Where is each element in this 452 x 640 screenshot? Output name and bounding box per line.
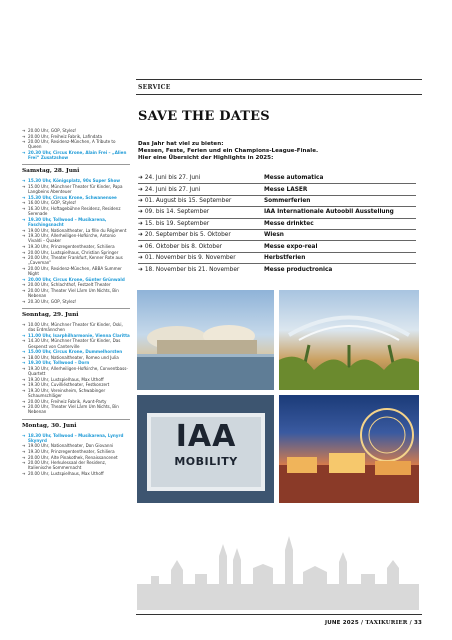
- arrow-icon: ➜: [22, 133, 26, 139]
- arrow-icon: ➜: [138, 232, 143, 239]
- event-text: 19.00 Uhr, Nationaltheater, Don Giovanni: [28, 443, 114, 449]
- event-text: 19.30 Uhr, Vereinsheim, Schwabinger Schaumschläger: [28, 387, 106, 399]
- event-entry: [22, 266, 130, 276]
- day-divider: [22, 419, 130, 420]
- arrow-icon: ➜: [22, 404, 26, 410]
- event-text: 20.00 Uhr, Residenz-München, A Tribute to Queen: [28, 139, 116, 150]
- event-name: Messe automatica: [264, 175, 324, 182]
- arrow-icon: ➜: [22, 183, 26, 189]
- event-entry: [22, 399, 130, 404]
- arrow-icon: ➜: [22, 128, 26, 133]
- date-range: 01. November bis 9. November: [144, 254, 236, 261]
- arrow-icon: ➜: [22, 360, 26, 366]
- event-text: 19.30 Uhr, Prinzregententheater, Schiliera: [28, 449, 115, 455]
- arrow-icon: ➜: [22, 287, 26, 293]
- arrow-icon: ➜: [22, 233, 26, 239]
- arrow-icon: ➜: [22, 298, 26, 304]
- event-text: 19.30 Uhr, Cuvilliéstheater, Festkonzert: [28, 382, 110, 388]
- event-text: 18.30 Uhr, Tollwood – Musikarena, Lynyrd Skynyrd: [28, 432, 124, 443]
- event-entry: [22, 366, 130, 376]
- footer-rule: [136, 614, 422, 615]
- event-text: 20.00 Uhr, Residenz-München, ABBA Summer Night: [28, 265, 122, 277]
- event-text: 20.00 Uhr, GOP, Stylez!: [28, 128, 77, 133]
- arrow-icon: ➜: [22, 398, 26, 404]
- date-cell: [138, 244, 264, 250]
- event-entry: [22, 250, 130, 255]
- event-text: 20.00 Uhr, Lustspielhaus, Christian Springer: [28, 249, 119, 255]
- page-footer: [325, 620, 422, 626]
- arrow-icon: ➜: [22, 265, 26, 271]
- event-name: Messe LASER: [264, 186, 308, 193]
- arrow-icon: ➜: [138, 254, 143, 261]
- arrow-icon: ➜: [22, 227, 26, 233]
- date-range: 18. November bis 21. November: [144, 266, 240, 273]
- event-text: 20.00 Uhr, Alte Pinakothek, Renaissancenet: [28, 454, 118, 460]
- event-entry: [22, 377, 130, 382]
- date-range: 20. September bis 5. Oktober: [144, 232, 231, 239]
- arrow-icon: ➜: [22, 243, 26, 249]
- event-entry: [22, 128, 130, 133]
- highlight-event-entry: [22, 349, 130, 354]
- arrow-icon: ➜: [22, 139, 26, 145]
- highlight-event-entry: [22, 433, 130, 443]
- highlight-event-entry: [22, 178, 130, 183]
- arrow-icon: ➜: [22, 443, 26, 449]
- event-entry: [22, 288, 130, 298]
- iaa-logo-sub: MOBILITY: [174, 455, 238, 468]
- event-name: Herbstferien: [264, 254, 306, 261]
- arrow-icon: ➜: [22, 349, 26, 355]
- arrow-icon: ➜: [22, 282, 26, 288]
- highlight-event-entry: [22, 360, 130, 365]
- museum-photo: [137, 290, 274, 390]
- date-cell: [138, 209, 264, 215]
- city-skyline-illustration: [137, 520, 419, 610]
- event-text: 19.00 Uhr, Nationaltheater, La fille du Régiment: [28, 227, 127, 233]
- day-divider: [22, 164, 130, 165]
- event-text: 20.30 Uhr, Circus Krone, Alain Frei – „Alien Frei“ Zusatzshow: [28, 149, 127, 161]
- event-name: Messe expo-real: [264, 243, 318, 250]
- event-text: 19.30 Uhr, Allerheiligen-Hofkirche, Conventbass-Quartett: [28, 365, 128, 377]
- highlight-event-entry: [22, 333, 130, 338]
- event-name: IAA Internationale Autoobil Ausstellung: [264, 209, 394, 216]
- date-range: 24. Juni bis 27. Juni: [144, 175, 201, 182]
- event-entry: [22, 184, 130, 194]
- date-cell: [138, 175, 264, 181]
- date-row: [138, 253, 416, 264]
- date-row: [138, 219, 416, 230]
- iaa-mobility-photo: [137, 395, 274, 503]
- date-row: [138, 264, 416, 275]
- event-text: 10.00 Uhr, Münchner Theater für Kinder, Oski, das Erdmännchen: [28, 321, 123, 333]
- dates-table: [138, 173, 416, 276]
- arrow-icon: ➜: [22, 194, 26, 200]
- event-entry: [22, 322, 130, 332]
- arrow-icon: ➜: [22, 471, 26, 477]
- arrow-icon: ➜: [138, 220, 143, 227]
- date-range: 24. Juni bis 27. Juni: [144, 186, 201, 193]
- arrow-icon: ➜: [22, 178, 26, 184]
- arrow-icon: ➜: [138, 197, 143, 204]
- event-entry: [22, 244, 130, 249]
- intro-line: Das Jahr hat viel zu bieten:: [138, 141, 224, 147]
- event-entry: [22, 449, 130, 454]
- event-text: 20.00 Uhr, Freiheiz Fabrik, Lafindata: [28, 133, 102, 139]
- arrow-icon: ➜: [22, 276, 26, 282]
- event-text: 11.00 Uhr, Isarphilharmonie, Vienna Claritta: [28, 332, 130, 338]
- event-text: 15.00 Uhr, Circus Krone, Dummelhorsten: [28, 349, 123, 355]
- intro-line: Hier eine Übersicht der Highlights in 2025:: [138, 155, 274, 162]
- date-range: 09. bis 14. September: [144, 209, 210, 216]
- arrow-icon: ➜: [22, 365, 26, 371]
- date-cell: [138, 267, 264, 273]
- event-text: 19.30 Uhr, Tollwood – Dorn: [28, 360, 90, 366]
- highlight-event-entry: [22, 277, 130, 282]
- oktoberfest-photo: [279, 395, 419, 503]
- event-entry: [22, 443, 130, 448]
- page-title: SAVE THE DATES: [138, 109, 270, 124]
- event-entry: [22, 228, 130, 233]
- date-cell: [138, 221, 264, 227]
- arrow-icon: ➜: [138, 243, 143, 250]
- footer-magazine: TAXIKURIER: [365, 620, 408, 626]
- date-row: [138, 230, 416, 241]
- event-text: 20.00 Uhr, Schlachthof, Festzelt Theater: [28, 282, 111, 288]
- date-row: [138, 196, 416, 207]
- arrow-icon: ➜: [22, 255, 26, 261]
- arrow-icon: ➜: [22, 149, 26, 155]
- arrow-icon: ➜: [22, 321, 26, 327]
- event-entry: [22, 388, 130, 398]
- event-text: 19.30 Uhr, Prinzregententheater, Schiliera: [28, 243, 115, 249]
- event-name: Sommerferien: [264, 197, 311, 204]
- event-text: 16.00 Uhr, GOP, Stylez!: [28, 200, 77, 206]
- date-cell: [138, 198, 264, 204]
- arrow-icon: ➜: [22, 432, 26, 438]
- event-entry: [22, 299, 130, 304]
- date-row: [138, 207, 416, 218]
- date-row: [138, 173, 416, 184]
- arrow-icon: ➜: [22, 454, 26, 460]
- event-text: 15.00 Uhr, Münchner Theater für Kinder, Papa Langbeins Abenteuer: [28, 183, 123, 195]
- date-row: [138, 184, 416, 195]
- event-text: 20.00 Uhr, Theater Viel Lärm Um Nichts, Bin Nebenan: [28, 287, 119, 299]
- event-entry: [22, 471, 130, 476]
- arrow-icon: ➜: [22, 216, 26, 222]
- event-text: 20.00 Uhr, Herkulessaal der Residenz, Italienische Sommernacht: [28, 460, 107, 471]
- event-text: 14.30 Uhr, Münchner Theater für Kinder, Das Gespenst von Canterville: [28, 338, 121, 349]
- date-cell: [138, 187, 264, 193]
- arrow-icon: ➜: [138, 209, 143, 216]
- day-heading: Montag, 30. Juni: [22, 422, 77, 429]
- event-text: 19.30 Uhr, Tollwood – Musikarena, Faschingsnacht: [28, 216, 107, 227]
- day-sections: [22, 164, 130, 476]
- arrow-icon: ➜: [138, 175, 143, 182]
- sports-arena-photo: [279, 290, 419, 390]
- event-entry: [22, 200, 130, 205]
- arrow-icon: ➜: [138, 186, 143, 193]
- arrow-icon: ➜: [22, 376, 26, 382]
- highlight-event-entry: [22, 195, 130, 200]
- arrow-icon: ➜: [22, 387, 26, 393]
- friday-event-list: [22, 128, 130, 160]
- section-label: SERVICE: [138, 84, 171, 91]
- date-range: 15. bis 19. September: [144, 220, 210, 227]
- arrow-icon: ➜: [22, 338, 26, 344]
- arrow-icon: ➜: [22, 449, 26, 455]
- event-entry: [22, 282, 130, 287]
- arrow-icon: ➜: [22, 354, 26, 360]
- event-name: Wiesn: [264, 232, 284, 239]
- event-text: 19.30 Uhr, Lustspielhaus, Max Uthoff: [28, 376, 104, 382]
- event-text: 20.00 Uhr, Freiheiz Fabrik, Avant-Party: [28, 398, 107, 404]
- event-text: 15.30 Uhr, Circus Krone, Schwanensee: [28, 194, 117, 200]
- arrow-icon: ➜: [138, 266, 143, 273]
- arrow-icon: ➜: [22, 200, 26, 206]
- date-row: [138, 241, 416, 252]
- event-entry: [22, 460, 130, 470]
- event-entry: [22, 139, 130, 149]
- event-text: 20.00 Uhr, Theater Viel Lärm Um Nichts, Bin Nebenan: [28, 404, 119, 415]
- event-entry: [22, 338, 130, 348]
- event-entry: [22, 382, 130, 387]
- arrow-icon: ➜: [22, 332, 26, 338]
- event-text: 15.30 Uhr, Königsplatz, 90s Super Show: [28, 178, 121, 184]
- event-name: Messe productronica: [264, 266, 333, 273]
- event-calendar-column: [22, 128, 130, 477]
- day-heading: Samstag, 28. Juni: [22, 168, 80, 175]
- day-divider: [22, 308, 130, 309]
- arrow-icon: ➜: [22, 249, 26, 255]
- highlight-event-entry: [22, 150, 130, 160]
- event-text: 20.00 Uhr, Lustspielhaus, Max Uthoff: [28, 471, 104, 477]
- date-cell: [138, 232, 264, 238]
- footer-separator: /: [358, 620, 366, 626]
- event-entry: [22, 134, 130, 139]
- event-entry: [22, 206, 130, 216]
- arrow-icon: ➜: [22, 382, 26, 388]
- date-range: 06. Oktober bis 8. Oktober: [144, 243, 223, 250]
- event-entry: [22, 455, 130, 460]
- footer-date: JUNE 2025: [324, 620, 359, 626]
- event-text: 18.00 Uhr, Nationaltheater, Romeo und Julia: [28, 354, 119, 360]
- day-heading: Sonntag, 29. Juni: [22, 311, 79, 318]
- arrow-icon: ➜: [22, 460, 26, 466]
- iaa-logo: [151, 419, 261, 468]
- section-top-rule: [136, 79, 422, 80]
- event-entry: [22, 404, 130, 414]
- event-entry: [22, 233, 130, 243]
- date-cell: [138, 255, 264, 261]
- date-range: 01. August bis 15. September: [144, 197, 232, 204]
- intro-text: [138, 141, 388, 163]
- highlight-event-entry: [22, 217, 130, 227]
- iaa-logo-main: IAA: [175, 419, 237, 454]
- event-text: 16.30 Uhr, Hoftagebühne Residenz, Residenz Serenade: [28, 205, 121, 217]
- event-text: 19.30 Uhr, Allerheiligen-Hofkirche, Antonio Vivaldi – Quaker: [28, 233, 116, 244]
- footer-page-number: / 33: [407, 620, 422, 626]
- event-entry: [22, 255, 130, 265]
- event-name: Messe drinktec: [264, 220, 314, 227]
- event-text: 20.00 Uhr, Theater Frankfurt, Kenner Rote aus „Caveman“: [28, 255, 123, 266]
- arrow-icon: ➜: [22, 205, 26, 211]
- section-bottom-rule: [136, 94, 422, 95]
- event-text: 20.00 Uhr, Circus Krone, Günter Grünwald: [28, 276, 125, 282]
- event-entry: [22, 355, 130, 360]
- event-text: 20.30 Uhr, GOP, Stylez!: [28, 298, 77, 304]
- intro-line: Messen, Feste, Ferien und ein Champions-League-Finale.: [138, 148, 319, 155]
